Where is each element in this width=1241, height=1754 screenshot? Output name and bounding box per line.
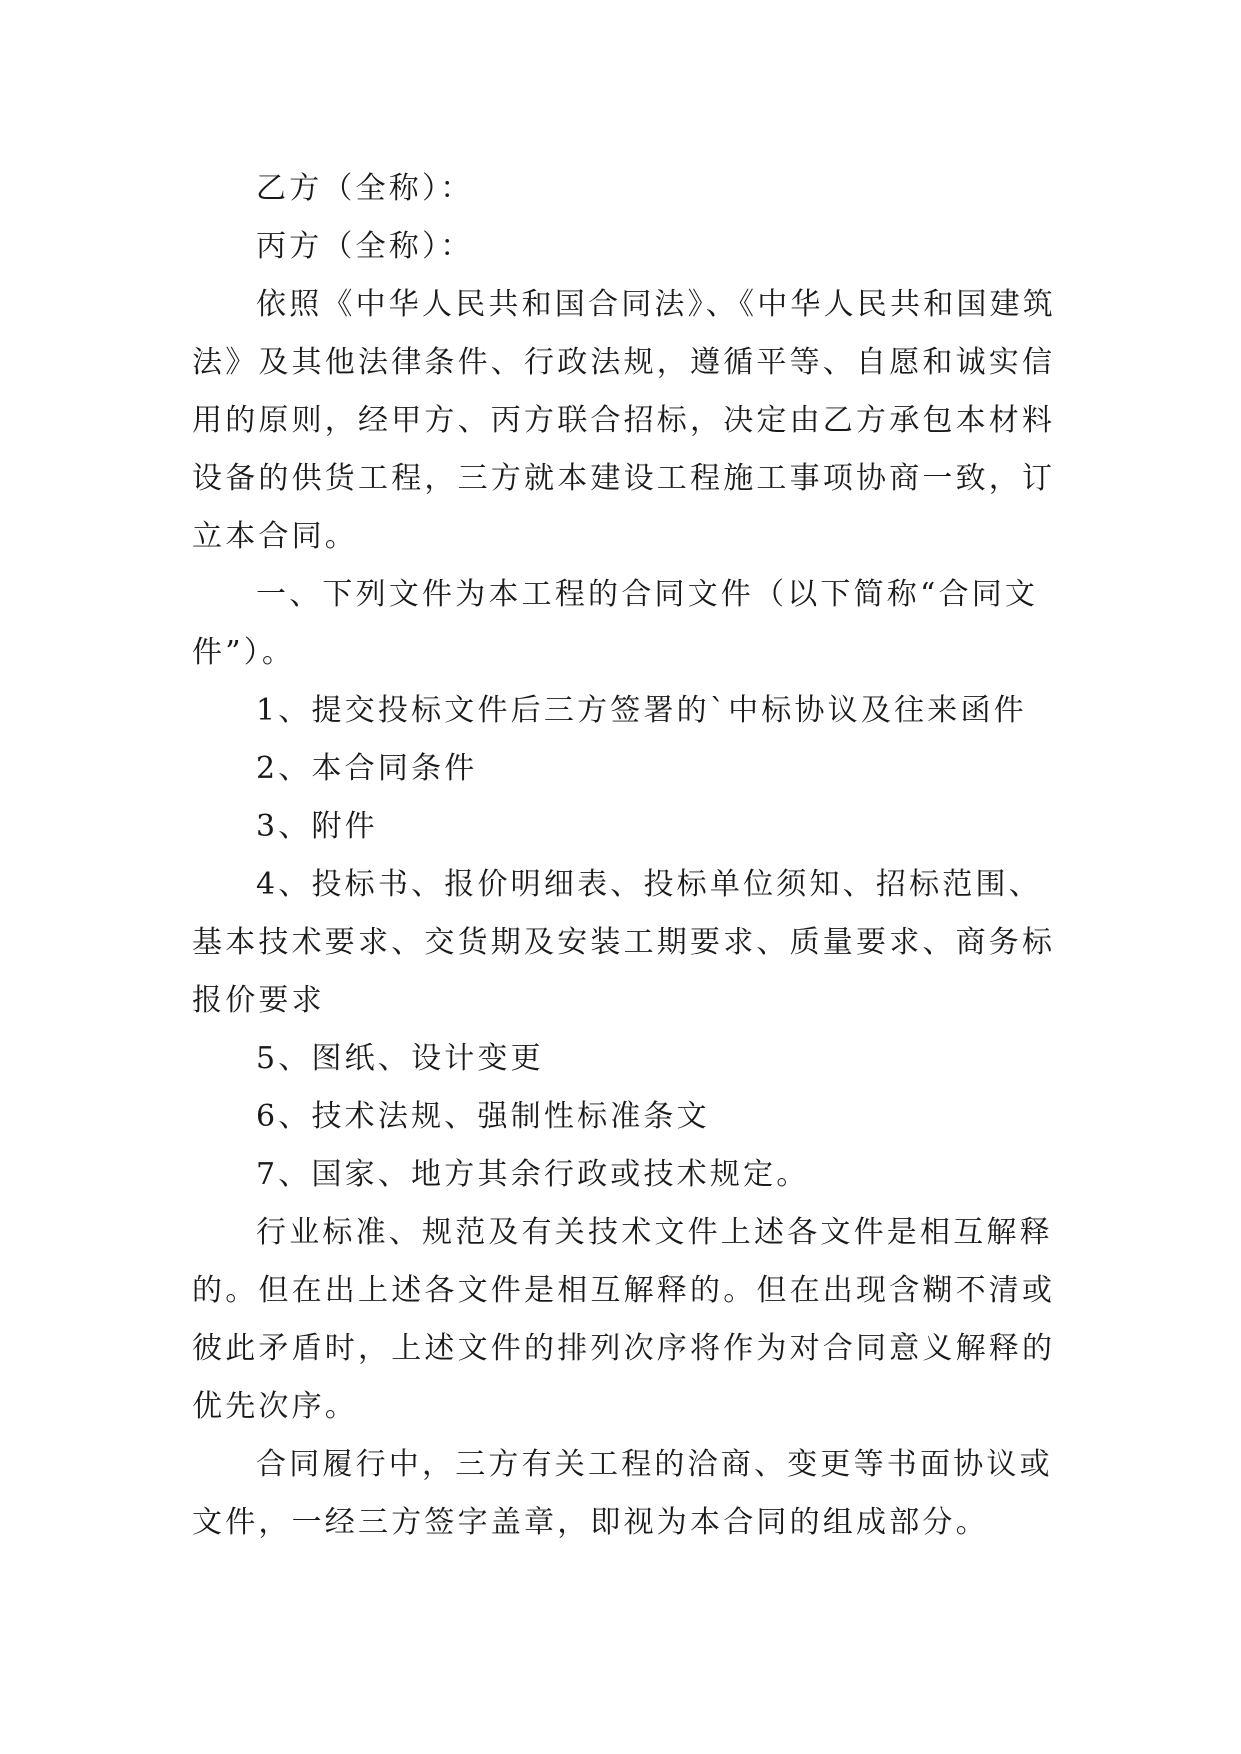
list-item-3: 3、附件: [256, 809, 378, 844]
party-c-line: 丙方（全称）：: [256, 229, 474, 264]
party-b-line: 乙方（全称）：: [256, 171, 474, 206]
list-item-4-line-2: 基本技术要求、交货期及安装工期要求、质量要求、商务标: [192, 925, 1056, 960]
interpretation-paragraph-line-3: 彼此矛盾时，上述文件的排列次序将作为对合同意义解释的: [192, 1331, 1056, 1366]
document-body: [192, 160, 1056, 1552]
preamble-line-1: 依照《中华人民共和国合同法》、《中华人民共和国建筑: [256, 287, 1056, 322]
interpretation-paragraph-line-1: 行业标准、规范及有关技术文件上述各文件是相互解释: [256, 1215, 1053, 1250]
section-one-heading-line-2: 件”）。: [192, 635, 296, 670]
interpretation-paragraph-line-4: 优先次序。: [192, 1389, 358, 1424]
list-item-4-line-1: 4、投标书、报价明细表、投标单位须知、招标范围、: [256, 867, 1042, 902]
list-item-1: 1、提交投标文件后三方签署的`中标协议及往来函件: [256, 693, 1027, 728]
list-item-5: 5、图纸、设计变更: [256, 1041, 544, 1076]
list-item-2: 2、本合同条件: [256, 751, 478, 786]
section-one-heading-line-1: 一、下列文件为本工程的合同文件（以下简称“合同文: [256, 577, 1039, 612]
preamble-line-4: 设备的供货工程，三方就本建设工程施工事项协商一致，订: [192, 461, 1056, 496]
preamble-line-2: 法》及其他法律条件、行政法规，遵循平等、自愿和诚实信: [192, 345, 1056, 380]
amendment-paragraph-line-1: 合同履行中，三方有关工程的洽商、变更等书面协议或: [256, 1447, 1053, 1482]
interpretation-paragraph-line-2: 的。但在出上述各文件是相互解释的。但在出现含糊不清或: [192, 1273, 1056, 1308]
list-item-4-line-3: 报价要求: [192, 983, 325, 1018]
amendment-paragraph-line-2: 文件，一经三方签字盖章，即视为本合同的组成部分。: [192, 1505, 989, 1540]
list-item-7: 7、国家、地方其余行政或技术规定。: [256, 1157, 810, 1192]
preamble-line-5: 立本合同。: [192, 519, 358, 554]
preamble-line-3: 用的原则，经甲方、丙方联合招标，决定由乙方承包本材料: [192, 403, 1056, 438]
list-item-6: 6、技术法规、强制性标准条文: [256, 1099, 710, 1134]
